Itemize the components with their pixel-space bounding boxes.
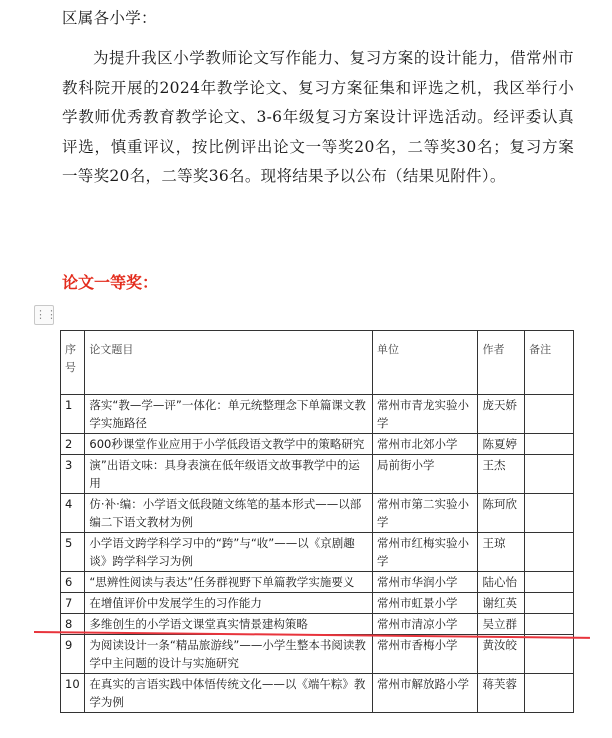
cell-unit: 局前街小学: [373, 455, 478, 494]
cell-title: 在真实的言语实践中体悟传统文化——以《端午粽》教学为例: [85, 674, 373, 713]
cell-unit: 常州市清凉小学: [373, 614, 478, 635]
cell-title: 600秒课堂作业应用于小学低段语文教学中的策略研究: [85, 434, 373, 455]
salutation: 区属各小学：: [62, 9, 157, 27]
cell-no: 4: [61, 494, 85, 533]
table-move-handle-icon[interactable]: ⋮⋮: [34, 305, 54, 325]
cell-author: 王琼: [478, 533, 525, 572]
header-unit: 单位: [373, 331, 478, 395]
cell-title: 落实“教—学—评”一体化：单元统整理念下单篇课文教学实施路径: [85, 395, 373, 434]
header-no: 序号: [61, 331, 85, 395]
body-paragraph: 为提升我区小学教师论文写作能力、复习方案的设计能力，借常州市教科院开展的2024年教学论文、复习方案征集和评选之机，我区举行小学教师优秀教育教学论文、3-6年级复习方案设计评选活动。经评委认真评选，慎重评议，按比例评出论文一等奖20名，二等奖30名；复习方案一等奖20名，二等奖36名。现将结果予以公布（结果见附件）。: [62, 49, 574, 185]
cell-unit: 常州市第二实验小学: [373, 494, 478, 533]
header-note: 备注: [525, 331, 574, 395]
cell-unit: 常州市红梅实验小学: [373, 533, 478, 572]
cell-no: 8: [61, 614, 85, 635]
cell-no: 10: [61, 674, 85, 713]
cell-unit: 常州市虹景小学: [373, 593, 478, 614]
table-header-row: [61, 331, 574, 395]
table-row: [61, 455, 574, 494]
cell-title: 仿·补·编：小学语文低段随文练笔的基本形式——以部编二下语文教材为例: [85, 494, 373, 533]
header-title: 论文题目: [85, 331, 373, 395]
cell-no: 1: [61, 395, 85, 434]
cell-unit: 常州市北郊小学: [373, 434, 478, 455]
cell-author: 陈珂欣: [478, 494, 525, 533]
cell-author: 蒋芙蓉: [478, 674, 525, 713]
cell-note: [525, 494, 574, 533]
header-author: 作者: [478, 331, 525, 395]
cell-note: [525, 614, 574, 635]
cell-title: 在增值评价中发展学生的习作能力: [85, 593, 373, 614]
cell-no: 5: [61, 533, 85, 572]
table-row: [61, 533, 574, 572]
table-row: [61, 674, 574, 713]
cell-title: 多维创生的小学语文课堂真实情景建构策略: [85, 614, 373, 635]
cell-no: 9: [61, 635, 85, 674]
cell-author: 庞天娇: [478, 395, 525, 434]
cell-author: 谢红英: [478, 593, 525, 614]
cell-no: 7: [61, 593, 85, 614]
table-row: [61, 635, 574, 674]
table-row: [61, 593, 574, 614]
table-row: [61, 434, 574, 455]
cell-note: [525, 572, 574, 593]
cell-note: [525, 455, 574, 494]
section-heading: 论文一等奖：: [62, 273, 159, 292]
cell-title: 为阅读设计一条“精品旅游线”——小学生整本书阅读教学中主问题的设计与实施研究: [85, 635, 373, 674]
cell-author: 王杰: [478, 455, 525, 494]
cell-title: “思辨性阅读与表达”任务群视野下单篇教学实施要义: [85, 572, 373, 593]
cell-unit: 常州市华润小学: [373, 572, 478, 593]
cell-note: [525, 434, 574, 455]
cell-note: [525, 533, 574, 572]
table-row: [61, 494, 574, 533]
cell-no: 2: [61, 434, 85, 455]
cell-no: 3: [61, 455, 85, 494]
cell-no: 6: [61, 572, 85, 593]
cell-author: 陆心怡: [478, 572, 525, 593]
cell-note: [525, 635, 574, 674]
cell-note: [525, 395, 574, 434]
cell-author: 吴立群: [478, 614, 525, 635]
table-row: [61, 395, 574, 434]
cell-unit: 常州市解放路小学: [373, 674, 478, 713]
awards-table: [60, 330, 574, 713]
cell-title: 演”出语文味：具身表演在低年级语文故事教学中的运用: [85, 455, 373, 494]
cell-note: [525, 593, 574, 614]
table-row: [61, 572, 574, 593]
cell-author: 陈夏婷: [478, 434, 525, 455]
cell-author: 黄汝皎: [478, 635, 525, 674]
cell-unit: 常州市香梅小学: [373, 635, 478, 674]
cell-unit: 常州市青龙实验小学: [373, 395, 478, 434]
cell-title: 小学语文跨学科学习中的“跨”与“收”——以《京剧趣谈》跨学科学习为例: [85, 533, 373, 572]
cell-note: [525, 674, 574, 713]
